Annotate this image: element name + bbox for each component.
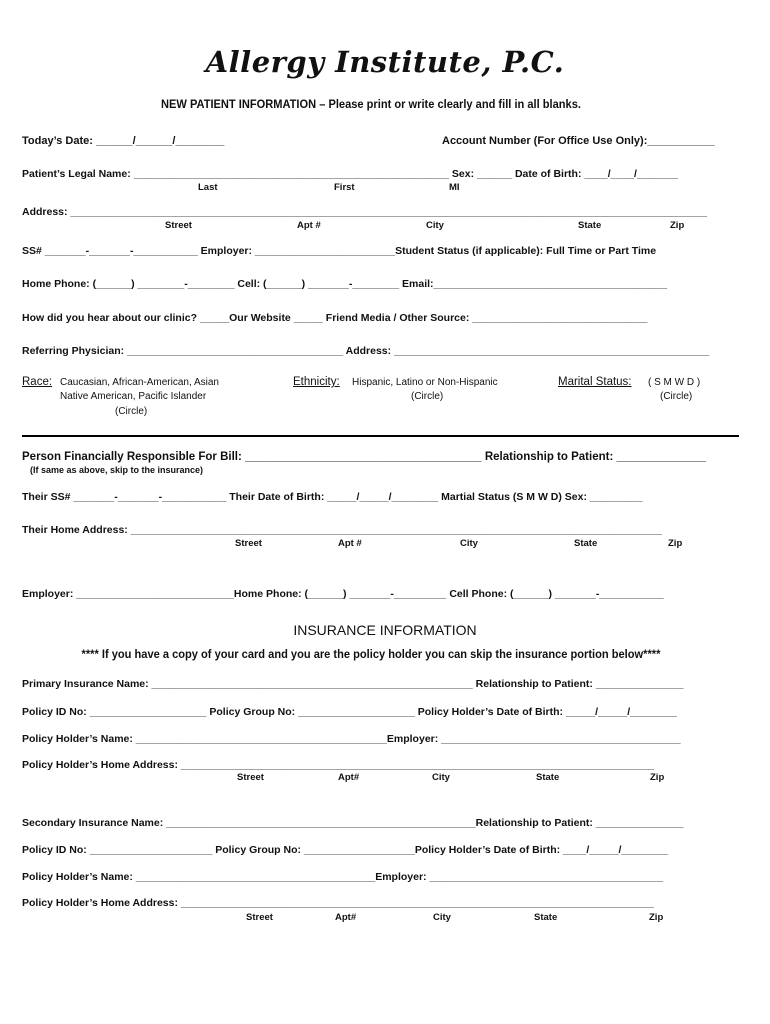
sub-label-state: State — [578, 220, 602, 231]
todays-date-field[interactable]: Today’s Date: ______/______/________ — [22, 135, 225, 147]
marital-circle-note: (Circle) — [660, 391, 693, 402]
form-title: Allergy Institute, P.C. — [205, 45, 565, 79]
primary-holder-address-field[interactable]: Policy Holder’s Home Address: _________________________________________________________________________________ — [22, 759, 654, 771]
sub-label-apt: Apt# — [335, 912, 357, 923]
sub-label-zip: Zip — [649, 912, 664, 923]
sub-label-street: Street — [246, 912, 273, 923]
sub-label-last: Last — [198, 182, 218, 193]
sub-label-street: Street — [235, 538, 262, 549]
primary-policy-field[interactable]: Policy ID No: ____________________ Policy Group No: ____________________ Policy Holder’s Date of Birth: _____/_____/________ — [22, 706, 677, 718]
secondary-holder-address-field[interactable]: Policy Holder’s Home Address: _________________________________________________________________________________ — [22, 897, 654, 909]
insurance-heading: INSURANCE INFORMATION — [293, 622, 477, 638]
primary-insurance-name-field[interactable]: Primary Insurance Name: _______________________________________________________ Relationship to Patient: _______________ — [22, 678, 684, 690]
referring-physician-field[interactable]: Referring Physician: _____________________________________ Address: ______________________________________________________ — [22, 345, 710, 357]
sub-label-city: City — [426, 220, 444, 231]
sub-label-city: City — [432, 772, 450, 783]
ethnicity-label: Ethnicity: — [293, 376, 340, 388]
secondary-policy-field[interactable]: Policy ID No: _____________________ Policy Group No: ___________________Policy Holder’s Date of Birth: ____/_____/________ — [22, 844, 669, 856]
sub-label-zip: Zip — [668, 538, 683, 549]
phone-email-field[interactable]: Home Phone: (______) ________-________ Cell: (______) _______-________ Email:________________________________________ — [22, 278, 668, 290]
patient-name-field[interactable]: Patient’s Legal Name: ______________________________________________________ Sex: ______ Date of Birth: ____/____/_______ — [22, 168, 678, 180]
race-options-line1[interactable]: Caucasian, African-American, Asian — [60, 377, 219, 388]
ethnicity-options[interactable]: Hispanic, Latino or Non-Hispanic — [352, 377, 498, 388]
sub-label-state: State — [574, 538, 598, 549]
sub-label-apt: Apt# — [338, 772, 360, 783]
secondary-holder-name-field[interactable]: Policy Holder’s Name: _________________________________________Employer: ________________________________________ — [22, 871, 664, 883]
sub-label-zip: Zip — [650, 772, 665, 783]
primary-holder-name-field[interactable]: Policy Holder’s Name: ___________________________________________Employer: _________________________________________ — [22, 733, 681, 745]
sub-label-zip: Zip — [670, 220, 685, 231]
form-instructions: NEW PATIENT INFORMATION – Please print or write clearly and fill in all blanks. — [161, 99, 581, 111]
sub-label-street: Street — [165, 220, 192, 231]
section-divider — [22, 435, 739, 437]
financial-skip-note: (If same as above, skip to the insurance) — [30, 465, 204, 475]
address-field[interactable]: Address: _____________________________________________________________________________________________________________ — [22, 206, 707, 218]
secondary-insurance-name-field[interactable]: Secondary Insurance Name: _____________________________________________________Relationship to Patient: _______________ — [22, 817, 684, 829]
sub-label-apt: Apt # — [297, 220, 321, 231]
sub-label-mi: MI — [449, 182, 460, 193]
race-circle-note: (Circle) — [115, 406, 148, 417]
employer-phones-field[interactable]: Employer: ___________________________Home Phone: (______) _______-_________ Cell Phone: (______) _______-___________ — [22, 588, 664, 600]
sub-label-apt: Apt # — [338, 538, 362, 549]
sub-label-state: State — [536, 772, 560, 783]
their-ss-dob-field[interactable]: Their SS# _______-_______-___________ Their Date of Birth: _____/_____/________ Martial Status (S M W D) Sex: _________ — [22, 491, 643, 503]
their-address-field[interactable]: Their Home Address: ___________________________________________________________________________________________ — [22, 524, 663, 536]
sub-label-city: City — [433, 912, 451, 923]
ss-employer-student-field[interactable]: SS# _______-_______-___________ Employer: ________________________Student Status (if applicable): Full Time or Part Time — [22, 245, 657, 257]
referral-source-field[interactable]: How did you hear about our clinic? _____Our Website _____ Friend Media / Other Source: ______________________________ — [22, 312, 648, 324]
marital-status-label: Marital Status: — [558, 376, 632, 388]
race-options-line2[interactable]: Native American, Pacific Islander — [60, 391, 207, 402]
ethnicity-circle-note: (Circle) — [411, 391, 444, 402]
race-label: Race: — [22, 376, 53, 388]
financially-responsible-field[interactable]: Person Financially Responsible For Bill: _____________________________________ Relationship to Patient: ______________ — [22, 451, 707, 463]
insurance-skip-note: **** If you have a copy of your card and you are the policy holder you can skip the insurance portion below**** — [81, 649, 661, 661]
sub-label-street: Street — [237, 772, 264, 783]
sub-label-city: City — [460, 538, 478, 549]
sub-label-state: State — [534, 912, 558, 923]
sub-label-first: First — [334, 182, 355, 193]
account-number-field[interactable]: Account Number (For Office Use Only):___________ — [442, 135, 715, 147]
marital-status-options[interactable]: ( S M W D ) — [648, 377, 701, 388]
